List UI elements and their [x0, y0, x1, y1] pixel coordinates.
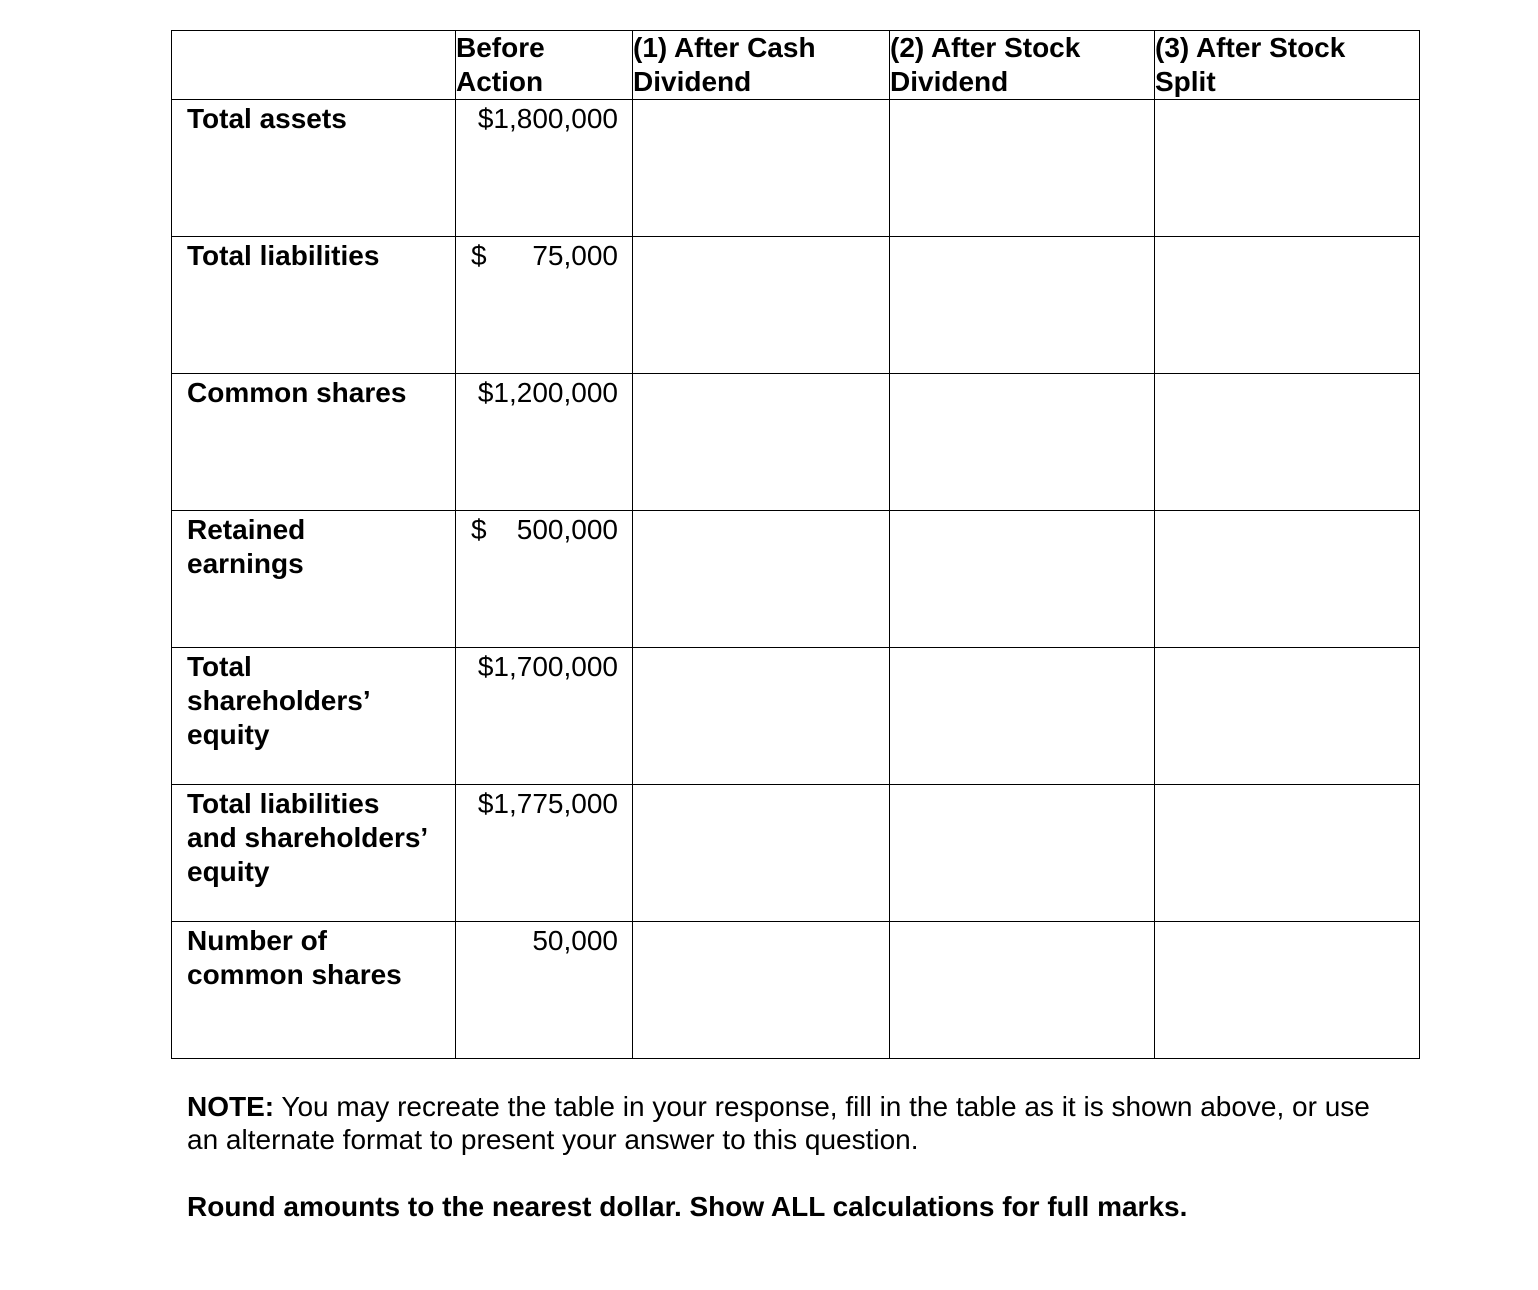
rounding-instruction: Round amounts to the nearest dollar. Show ALL calculations for full marks.: [187, 1191, 1188, 1222]
row-label: Total assets: [172, 100, 456, 237]
header-before-action-text: Before Action: [456, 32, 545, 97]
amount: $1,775,000: [477, 788, 618, 819]
header-after-stock-split-text: (3) After Stock Split: [1155, 32, 1346, 97]
stock-split-input-cell[interactable]: [1155, 785, 1420, 922]
header-after-stock-dividend: [890, 31, 1155, 100]
header-after-stock-dividend-text: (2) After Stock Dividend: [890, 32, 1081, 97]
table-row: [172, 922, 1420, 1059]
before-action-value: [456, 374, 633, 511]
before-action-value: [456, 922, 633, 1059]
stock-dividend-input-cell[interactable]: [890, 237, 1155, 374]
amount: $1,200,000: [477, 377, 618, 408]
note-paragraph: [187, 1090, 1387, 1156]
stock-split-input-cell[interactable]: [1155, 648, 1420, 785]
cash-dividend-input-cell[interactable]: [633, 922, 890, 1059]
row-label: Total shareholders’ equity: [172, 648, 456, 785]
row-label: Total liabilities and shareholders’ equity: [172, 785, 456, 922]
before-action-value: [456, 237, 633, 374]
before-action-value: [456, 648, 633, 785]
cash-dividend-input-cell[interactable]: [633, 237, 890, 374]
stock-dividend-input-cell[interactable]: [890, 922, 1155, 1059]
before-action-value: [456, 511, 633, 648]
stock-split-input-cell[interactable]: [1155, 237, 1420, 374]
stock-split-input-cell[interactable]: [1155, 511, 1420, 648]
cash-dividend-input-cell[interactable]: [633, 785, 890, 922]
amount: 75,000: [532, 240, 618, 271]
stock-split-input-cell[interactable]: [1155, 100, 1420, 237]
stock-split-input-cell[interactable]: [1155, 922, 1420, 1059]
cash-dividend-input-cell[interactable]: [633, 374, 890, 511]
row-label: Common shares: [172, 374, 456, 511]
before-action-value: [456, 785, 633, 922]
amount: 50,000: [532, 925, 618, 956]
amount: 500,000: [516, 514, 618, 545]
cash-dividend-input-cell[interactable]: [633, 100, 890, 237]
stock-dividend-input-cell[interactable]: [890, 374, 1155, 511]
table-row: [172, 237, 1420, 374]
stock-split-input-cell[interactable]: [1155, 374, 1420, 511]
table-row: [172, 511, 1420, 648]
header-row: [172, 31, 1420, 100]
currency-symbol: $: [471, 240, 487, 271]
row-label: Retained earnings: [172, 511, 456, 648]
note-lead: NOTE:: [187, 1091, 275, 1122]
stock-dividend-input-cell[interactable]: [890, 511, 1155, 648]
table-row: [172, 785, 1420, 922]
header-before-action: [456, 31, 633, 100]
header-after-stock-split: [1155, 31, 1420, 100]
balance-table-container: [171, 30, 1420, 1059]
table-row: [172, 100, 1420, 237]
header-after-cash-dividend-text: (1) After Cash Dividend: [633, 32, 816, 97]
amount: $1,800,000: [477, 103, 618, 134]
table-row: [172, 374, 1420, 511]
header-blank-cell: [172, 31, 456, 100]
cash-dividend-input-cell[interactable]: [633, 648, 890, 785]
table-row: [172, 648, 1420, 785]
stock-dividend-input-cell[interactable]: [890, 785, 1155, 922]
row-label: Total liabilities: [172, 237, 456, 374]
cash-dividend-input-cell[interactable]: [633, 511, 890, 648]
note-text: You may recreate the table in your response, fill in the table as it is shown above, or use an alternate format to present your answer to this question.: [187, 1091, 1370, 1155]
amount: $1,700,000: [477, 651, 618, 682]
stock-dividend-input-cell[interactable]: [890, 648, 1155, 785]
row-label: Number of common shares: [172, 922, 456, 1059]
currency-symbol: $: [471, 514, 487, 545]
before-action-value: [456, 100, 633, 237]
stock-dividend-input-cell[interactable]: [890, 100, 1155, 237]
balance-table: [171, 30, 1420, 1059]
header-after-cash-dividend: [633, 31, 890, 100]
